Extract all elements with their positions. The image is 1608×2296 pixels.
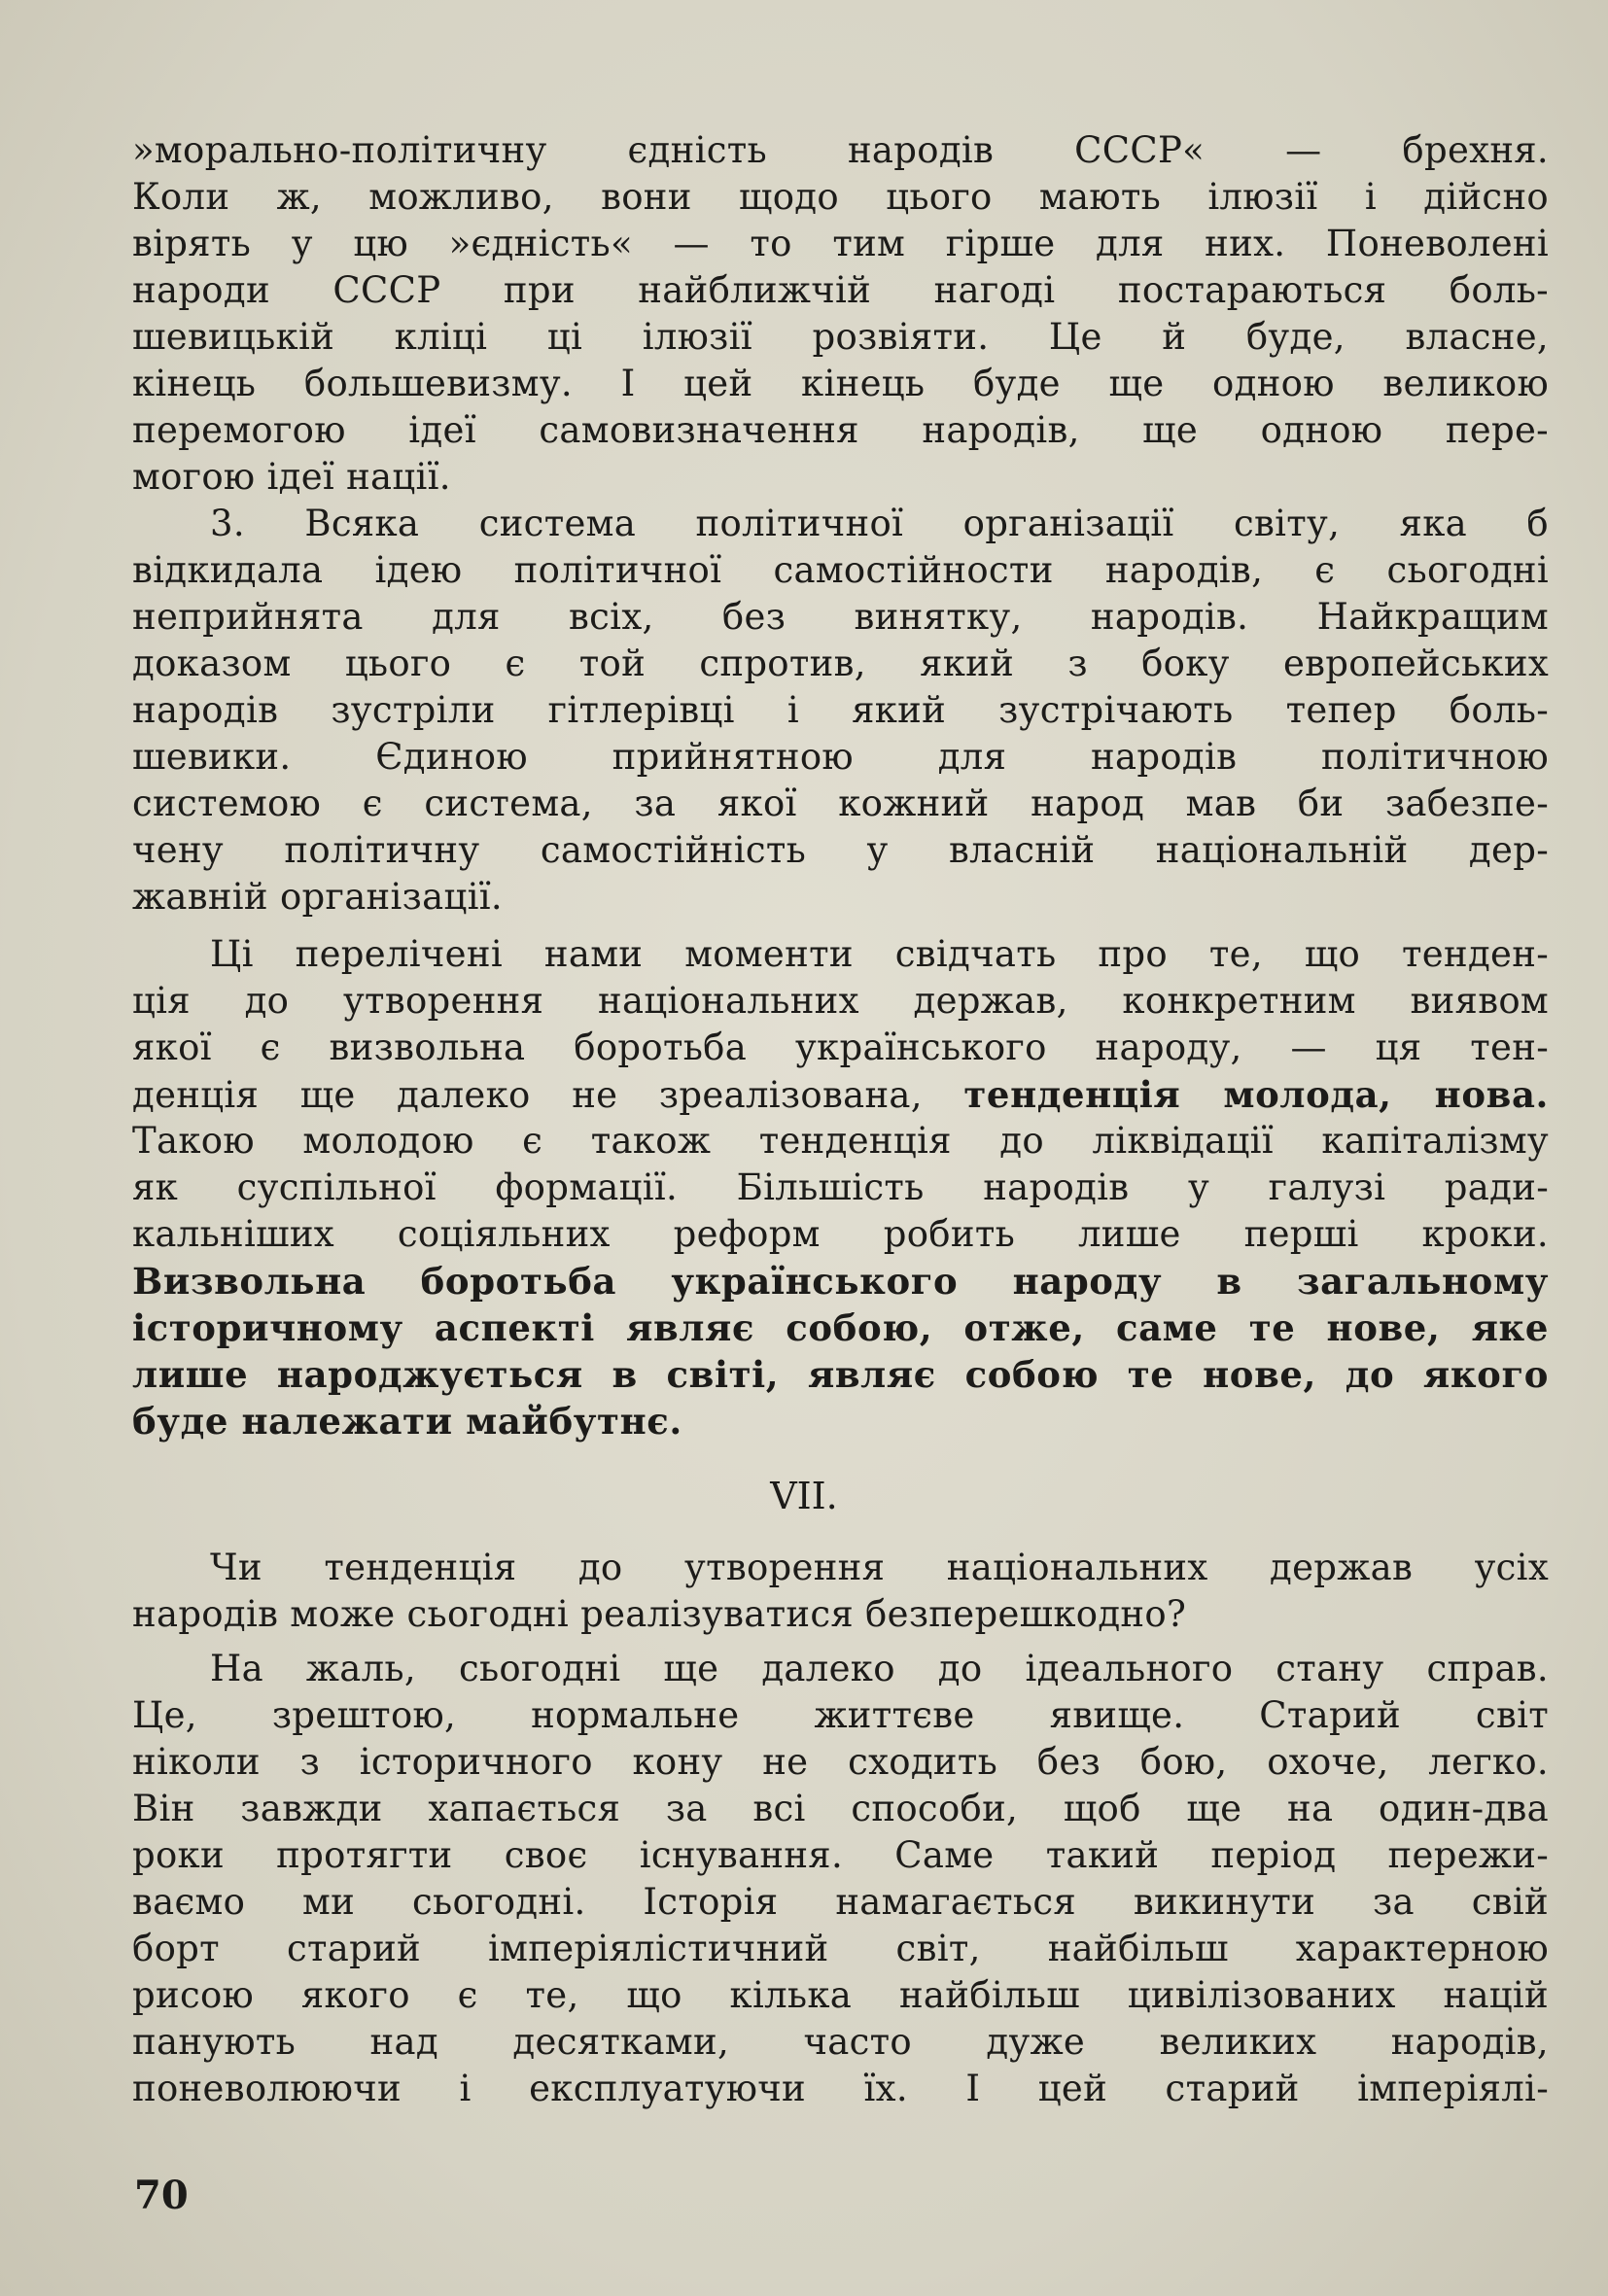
text-line xyxy=(132,1071,1549,1118)
text-line: Це, зрештою, нормальне життєве явище. Старий світ xyxy=(132,1694,1549,1736)
text-line: якої є визвольна боротьба українського народу, — ця тен- xyxy=(132,1026,1549,1068)
text-line: роки протягти своє існування. Саме такий період пережи- xyxy=(132,1834,1549,1876)
text-line: як суспільної формації. Більшість народів у галузі ради- xyxy=(132,1166,1549,1208)
text-line: доказом цього є той спротив, який з боку европейських xyxy=(132,643,1549,684)
text-line: неприйнята для всіх, без винятку, народів. Найкращим xyxy=(132,596,1549,638)
text-line: народи СССР при найближчій нагоді постараються боль- xyxy=(132,269,1549,311)
text-line: історичному аспекті являє собою, отже, саме те нове, яке xyxy=(132,1306,1549,1349)
text-line: лише народжується в світі, являє собою те нове, до якого xyxy=(132,1353,1549,1396)
text-line: Чи тенденція до утворення національних держав усіх xyxy=(210,1547,1549,1588)
bold-text-segment: тенденція молода, нова. xyxy=(963,1073,1549,1116)
paragraph-4 xyxy=(132,1545,1549,1638)
text-line: Такою молодою є також тенденція до ліквідації капіталізму xyxy=(132,1120,1549,1162)
text-line: поневолюючи і експлуатуючи їх. І цей старий імперіялі- xyxy=(132,2068,1549,2109)
text-line: ніколи з історичного кону не сходить без бою, охоче, легко. xyxy=(132,1741,1549,1783)
text-line: Визвольна боротьба українського народу в загальному xyxy=(132,1260,1549,1303)
paragraph-1 xyxy=(132,127,1549,501)
text-line: ція до утворення національних держав, конкретним виявом xyxy=(132,980,1549,1022)
text-line: Він завжди хапається за всі способи, щоб ще на один-два xyxy=(132,1788,1549,1829)
text-line: ваємо ми сьогодні. Історія намагається викинути за свій xyxy=(132,1881,1549,1923)
text-line: панують над десятками, часто дуже великих народів, xyxy=(132,2021,1549,2063)
text-line: рисою якого є те, що кілька найбільш цивілізованих націй xyxy=(132,1974,1549,2016)
paragraph-3 xyxy=(132,931,1549,1444)
text-line: Ці перелічені нами моменти свідчать про те, що тенден- xyxy=(210,933,1549,975)
text-line: кальніших соціяльних реформ робить лише перші кроки. xyxy=(132,1213,1549,1255)
text-line: народів зустріли гітлерівці і який зустрічають тепер боль- xyxy=(132,689,1549,731)
text-line: шевицькій кліці ці ілюзії розвіяти. Це й буде, власне, xyxy=(132,316,1549,358)
section-heading: VII. xyxy=(770,1475,838,1517)
text-line: 3. Всяка система політичної організації світу, яка б xyxy=(210,503,1549,544)
text-line: вірять у цю »єдність« — то тим гірше для них. Поневолені xyxy=(132,223,1549,264)
text-line: відкидала ідею політичної самостійности народів, є сьогодні xyxy=(132,549,1549,591)
paragraph-5 xyxy=(132,1646,1549,2112)
text-line: жавній організації. xyxy=(132,876,503,918)
text-line: кінець большевизму. І цей кінець буде ще одною великою xyxy=(132,363,1549,404)
text-segment: денція ще далеко не зреалізована, xyxy=(132,1074,964,1116)
text-line: могою ідеї нації. xyxy=(132,456,451,498)
paragraph-2 xyxy=(132,501,1549,921)
text-line: системою є система, за якої кожний народ мав би забезпе- xyxy=(132,783,1549,824)
text-line: борт старий імперіялістичний світ, найбільш характерною xyxy=(132,1928,1549,1969)
text-line: шевики. Єдиною прийнятною для народів політичною xyxy=(132,736,1549,778)
text-line: »морально-політичну єдність народів СССР« — брехня. xyxy=(132,129,1549,171)
text-line: буде належати майбутнє. xyxy=(132,1400,682,1443)
text-line: перемогою ідеї самовизначення народів, ще одною пере- xyxy=(132,409,1549,451)
text-line: народів може сьогодні реалізуватися безперешкодно? xyxy=(132,1593,1187,1635)
page-number: 70 xyxy=(134,2173,189,2218)
text-line: Коли ж, можливо, вони щодо цього мають ілюзії і дійсно xyxy=(132,176,1549,218)
text-line: На жаль, сьогодні ще далеко до ідеального стану справ. xyxy=(210,1648,1549,1689)
text-line: чену політичну самостійність у власній національній дер- xyxy=(132,829,1549,871)
